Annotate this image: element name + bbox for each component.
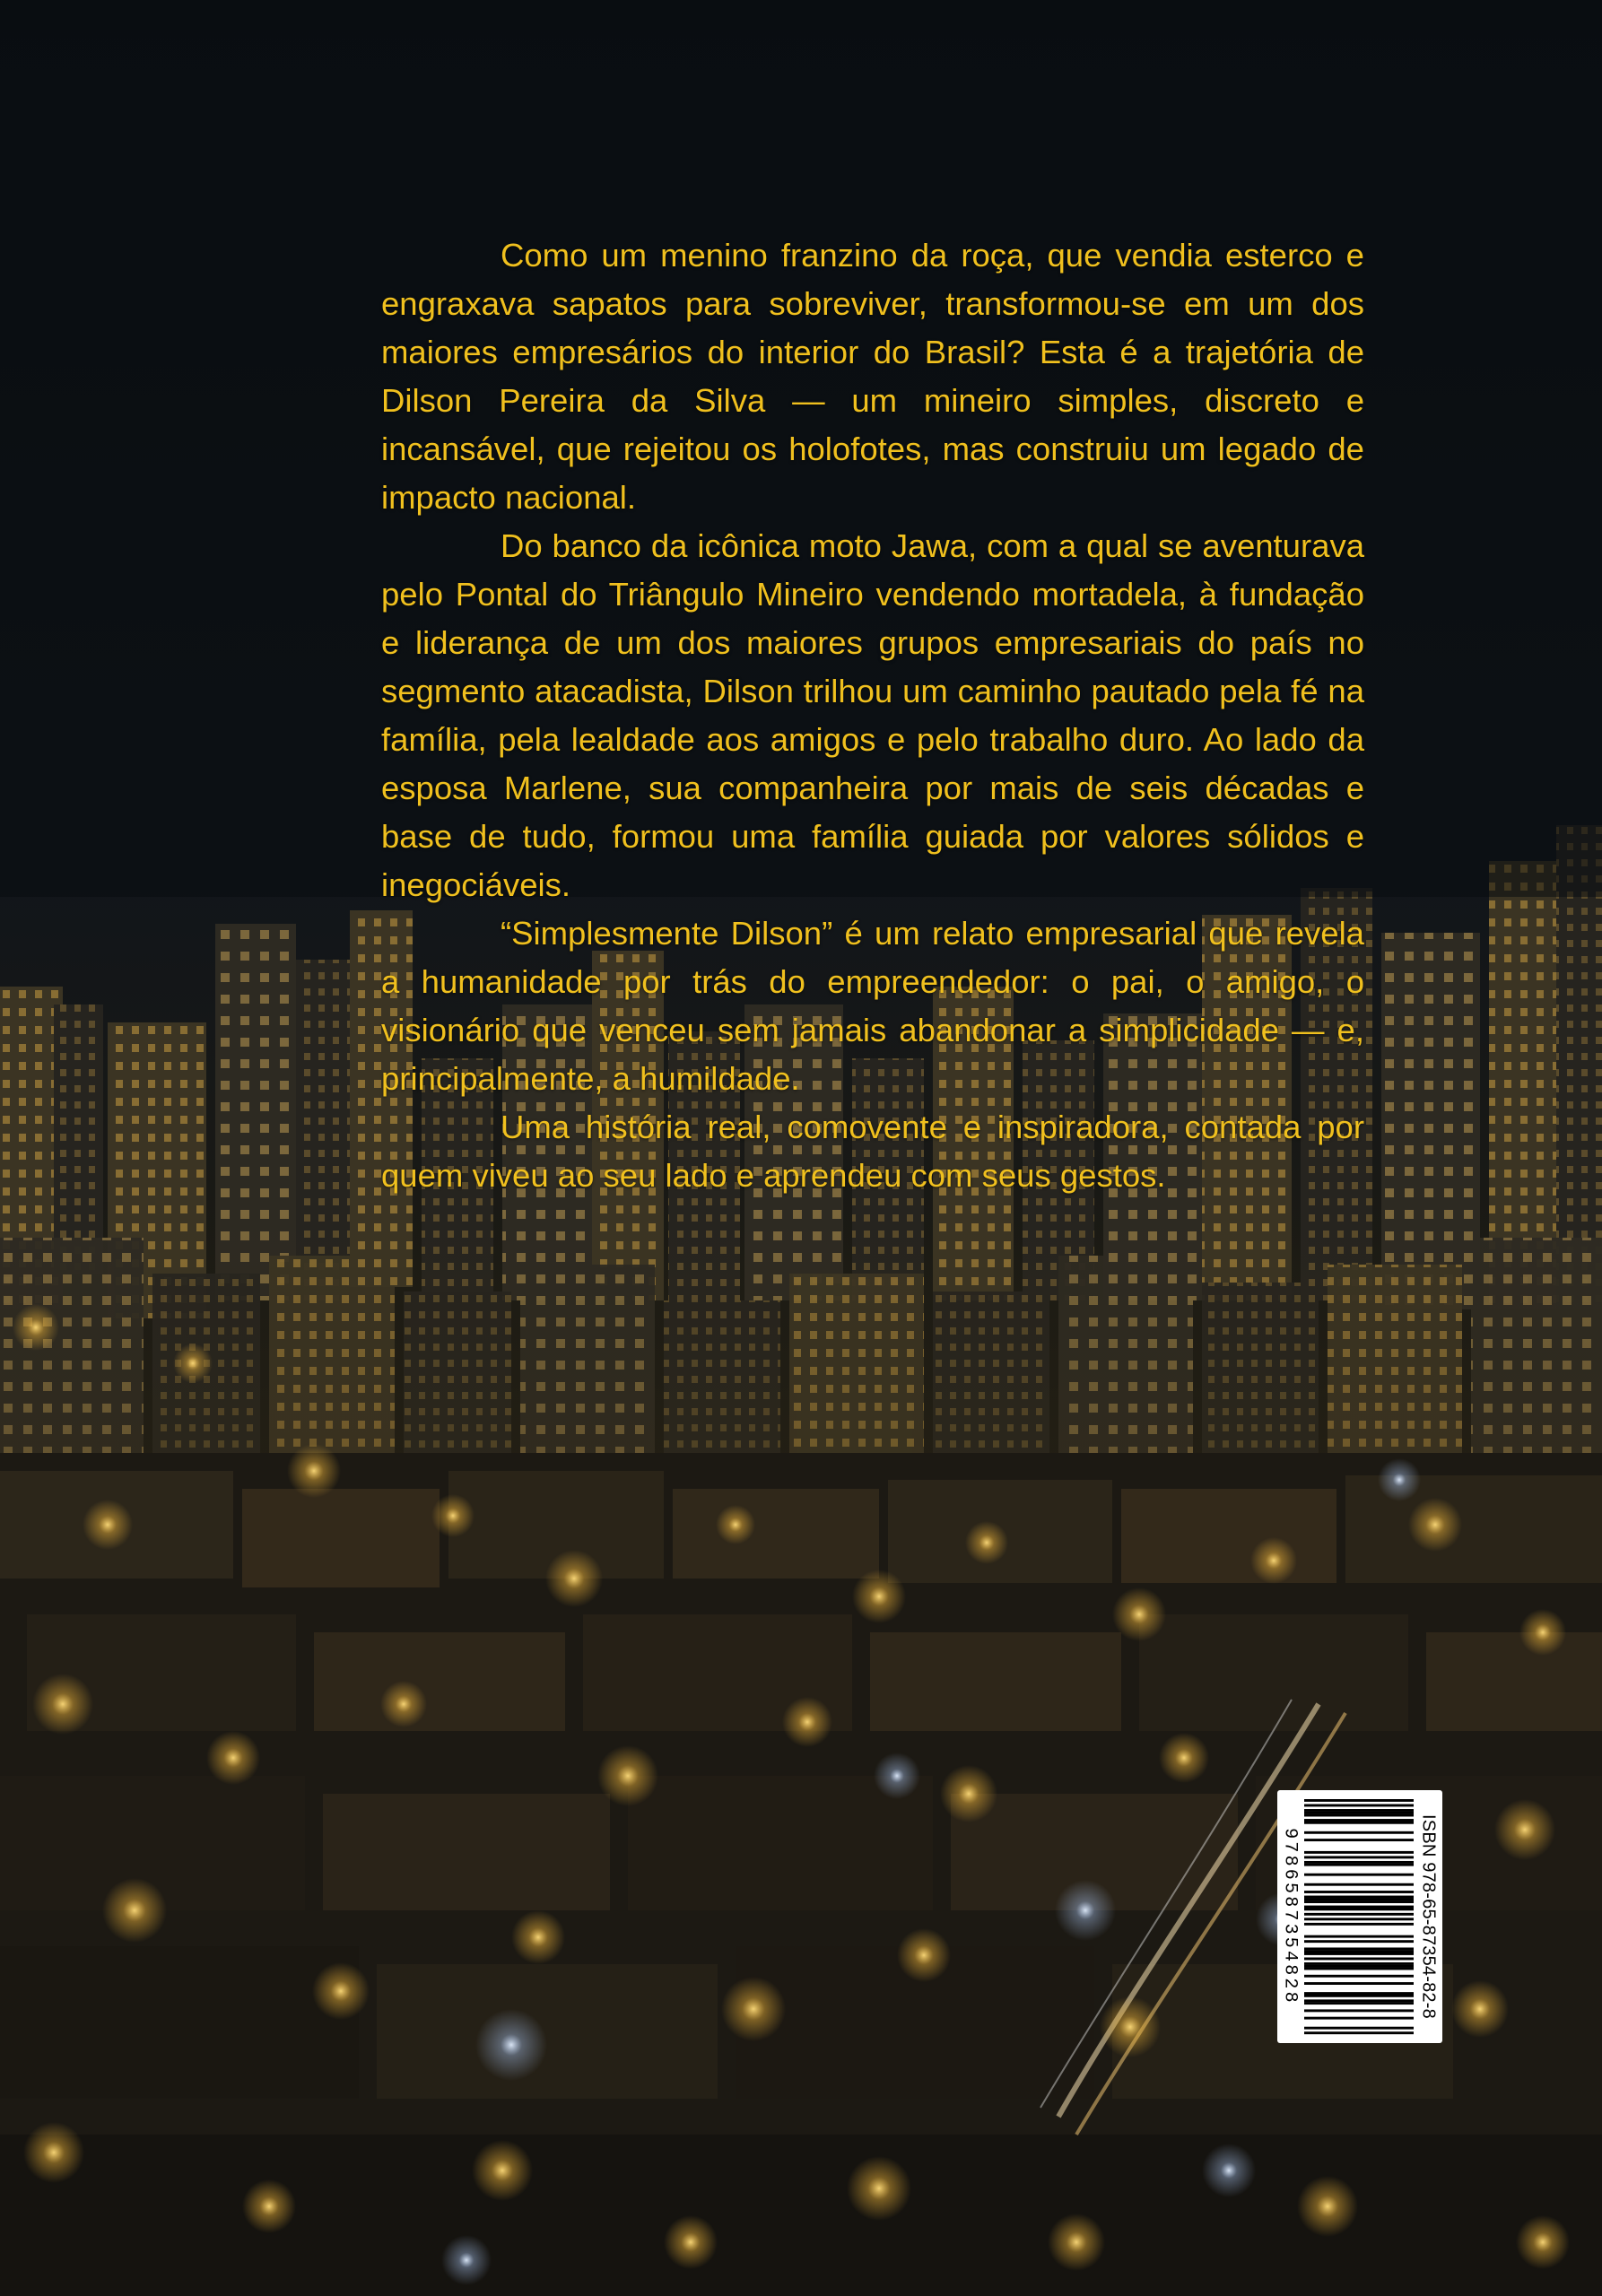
- barcode-bar: [1304, 1965, 1414, 1968]
- barcode-bar: [1304, 2031, 1414, 2034]
- barcode-bar: [1304, 1861, 1414, 1864]
- barcode-bar: [1304, 1952, 1414, 1955]
- barcode-bar: [1304, 1814, 1414, 1817]
- barcode-bar: [1304, 1923, 1414, 1926]
- barcode-bar: [1304, 1822, 1414, 1824]
- barcode-bar: [1304, 1874, 1414, 1876]
- barcode-bar: [1304, 1968, 1414, 1970]
- barcode-bar: [1304, 1831, 1414, 1834]
- barcode-bar: [1304, 1999, 1414, 2002]
- barcode-bar: [1304, 1982, 1414, 1985]
- barcode-bar: [1304, 1809, 1414, 1812]
- barcode-bar: [1304, 1891, 1414, 1893]
- blurb-paragraph-3: “Simplesmente Dilson” é um relato empresarial que revela a humanidade por trás do empreendedor: o pai, o amigo, o visionário que venceu sem jamais abandonar a simplicidade — e, principalmente, a humildade.: [381, 915, 1364, 1097]
- ean-digits: 9786587354828: [1279, 1828, 1301, 2005]
- blurb-paragraph-1: Como um menino franzino da roça, que vendia esterco e engraxava sapatos para sobreviver, transformou-se em um dos maiores empresários do interior do Brasil? Esta é a trajetória de Dilson Pereira da Silva — um mineiro simples, discreto e incansável, que rejeitou os holofotes, mas construiu um legado de impacto nacional.: [381, 237, 1364, 516]
- barcode-bar: [1304, 1995, 1414, 1997]
- barcode-bar: [1304, 1805, 1414, 1807]
- barcode-bar: [1304, 1819, 1414, 1822]
- barcode-bar: [1304, 1958, 1414, 1961]
- barcode-bar: [1304, 1864, 1414, 1866]
- barcode-bar: [1304, 1839, 1414, 1841]
- barcode-bar: [1304, 1975, 1414, 1978]
- barcode-bar: [1304, 1950, 1414, 1952]
- barcode-bar: [1304, 2017, 1414, 2020]
- barcode-bar: [1304, 1898, 1414, 1900]
- isbn-label: ISBN 978-65-87354-82-8: [1418, 1814, 1439, 2019]
- barcode-bar: [1304, 1908, 1414, 1910]
- barcode-bar: [1304, 1992, 1414, 1995]
- blurb-paragraph-2: Do banco da icônica moto Jawa, com a qual se aventurava pelo Pontal do Triângulo Mineiro vendendo mortadela, à fundação e liderança de um dos maiores grupos empresariais do país no segmento atacadista, Dilson trilhou um caminho pautado pela fé na família, pela lealdade aos amigos e pelo trabalho duro. Ao lado da esposa Marlene, sua companheira por mais de seis décadas e base de tudo, formou uma família guiada por valores sólidos e inegociáveis.: [381, 527, 1364, 903]
- barcode-bar: [1304, 1906, 1414, 1909]
- barcode-bar: [1304, 2009, 1414, 2012]
- barcode-bar: [1304, 1851, 1414, 1854]
- barcode-bar: [1304, 1935, 1414, 1938]
- barcode-bar: [1304, 2002, 1414, 2005]
- barcode-bar: [1304, 1900, 1414, 1903]
- barcode-bar: [1304, 1947, 1414, 1950]
- barcode-bar: [1304, 1883, 1414, 1886]
- barcode-bar: [1304, 1918, 1414, 1920]
- barcode-bar: [1304, 2027, 1414, 2030]
- barcode-bar: [1304, 1812, 1414, 1814]
- barcode-bar: [1304, 1913, 1414, 1916]
- back-cover-blurb: [381, 231, 1364, 1200]
- blurb-paragraph-4: Uma história real, comovente e inspiradora, contada por quem viveu ao seu lado e aprendeu com seus gestos.: [381, 1109, 1364, 1194]
- barcode-bar: [1304, 1896, 1414, 1899]
- barcode-bar: [1304, 1856, 1414, 1858]
- barcode-bar: [1304, 1799, 1414, 1802]
- barcode-bar: [1304, 1940, 1414, 1943]
- isbn-barcode-box: [1277, 1790, 1442, 2043]
- barcode-bar: [1304, 1962, 1414, 1965]
